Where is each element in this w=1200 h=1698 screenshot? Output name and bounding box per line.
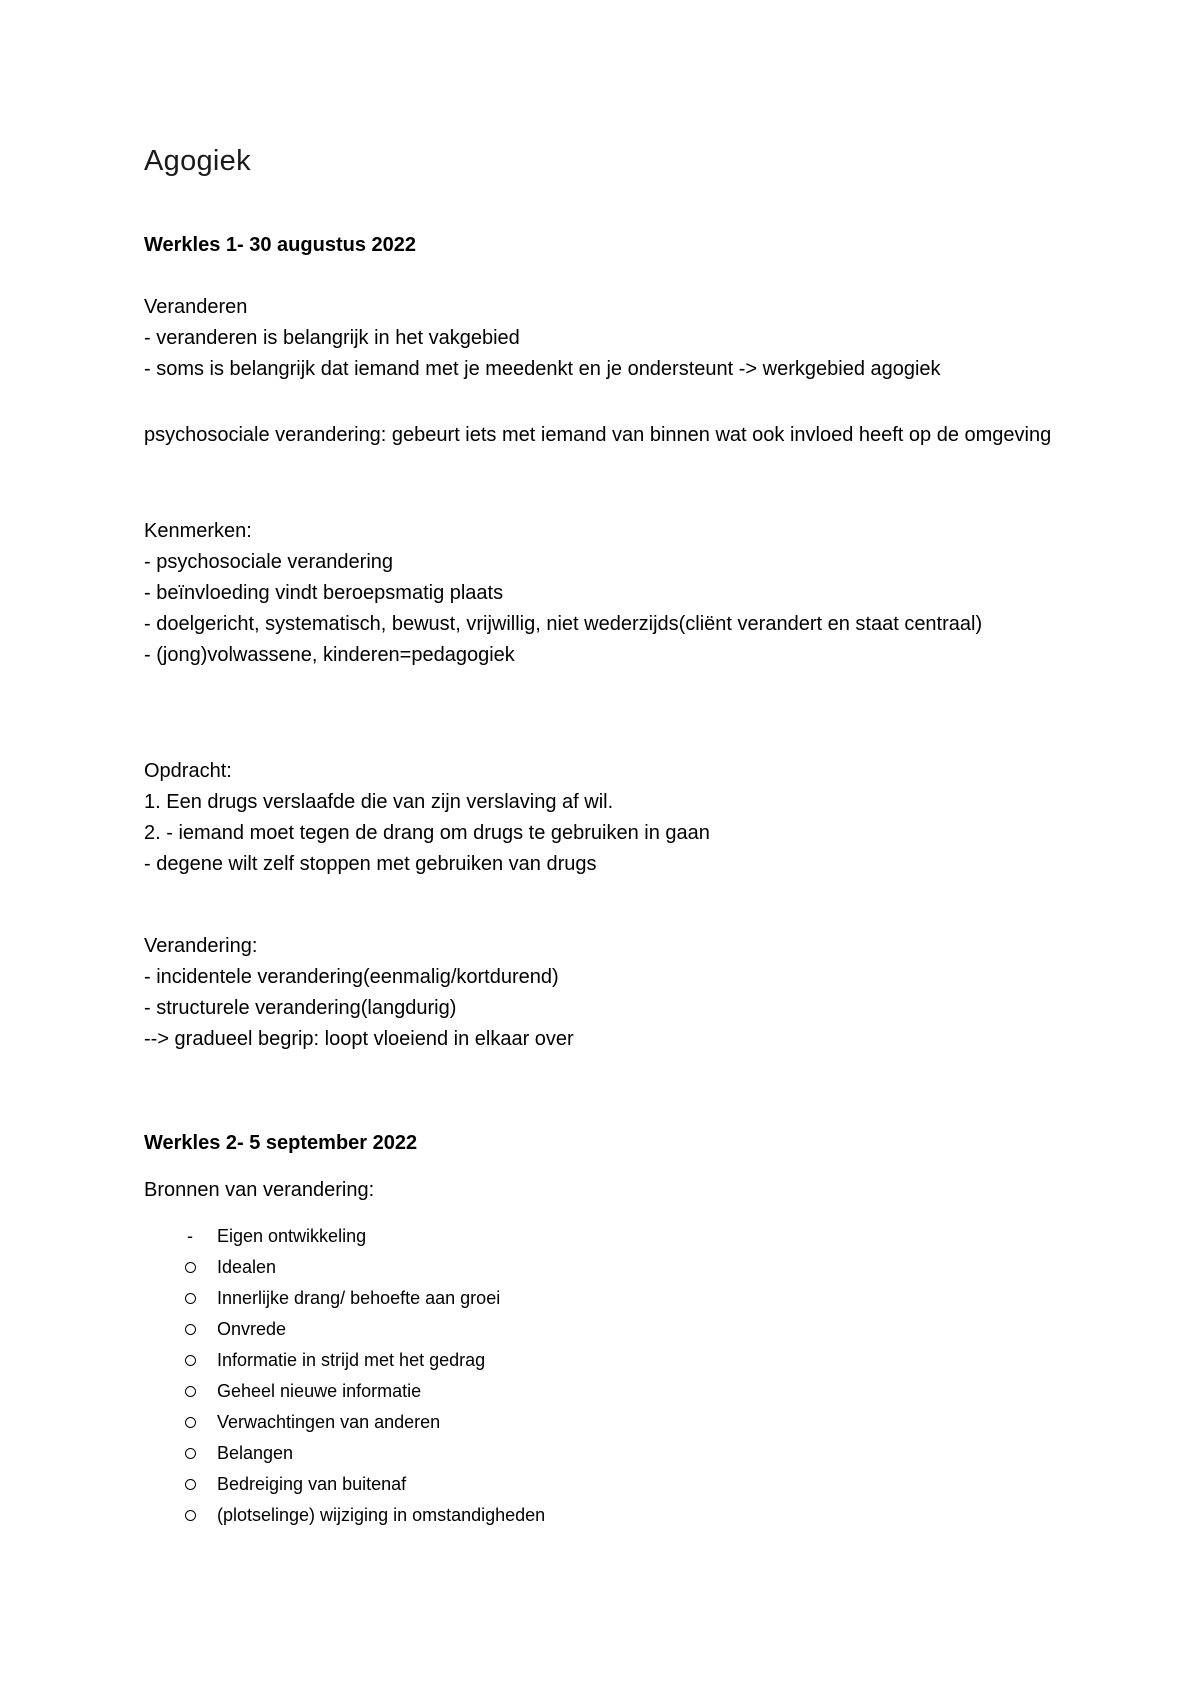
verandering-title: Verandering: [144,935,258,957]
list-item [180,1469,1000,1500]
list-item [180,1252,1000,1283]
dash-bullet: - [187,1226,193,1246]
list-item-text: Belangen [217,1443,294,1463]
veranderen-line-1: - veranderen is belangrijk in het vakgebied [144,327,520,349]
kenmerken-line-4: - (jong)volwassene, kinderen=pedagogiek [144,644,515,666]
opdracht-line-2: 2. - iemand moet tegen de drang om drugs te gebruiken in gaan [144,822,710,844]
opdracht-section [144,756,1084,880]
list-item [180,1376,1000,1407]
opdracht-line-3: - degene wilt zelf stoppen met gebruiken van drugs [144,853,597,875]
list-item-text: Informatie in strijd met het gedrag [217,1350,486,1370]
kenmerken-line-3: - doelgericht, systematisch, bewust, vrijwillig, niet wederzijds(cliënt verandert en staat centraal) [144,613,983,635]
definition-paragraph [144,420,1084,451]
list-item-text: Geheel nieuwe informatie [217,1381,422,1401]
veranderen-line-2: - soms is belangrijk dat iemand met je meedenkt en je ondersteunt -> werkgebied agogiek [144,358,941,380]
list-item-text: Innerlijke drang/ behoefte aan groei [217,1288,501,1308]
lesson-1-heading: Werkles 1- 30 augustus 2022 [144,234,416,256]
list-item [180,1345,1000,1376]
bronnen-list [180,1221,1000,1531]
opdracht-title: Opdracht: [144,760,232,782]
veranderen-title: Veranderen [144,296,248,318]
list-item-text: (plotselinge) wijziging in omstandigheden [217,1505,546,1525]
list-item-text: Bedreiging van buitenaf [217,1474,407,1494]
list-item [180,1283,1000,1314]
kenmerken-title: Kenmerken: [144,520,252,542]
list-item [180,1500,1000,1531]
bronnen-title: Bronnen van verandering: [144,1179,375,1201]
list-item-text: Onvrede [217,1319,287,1339]
definition-text: psychosociale verandering: gebeurt iets met iemand van binnen wat ook invloed heeft op de omgeving [144,424,1052,446]
opdracht-line-1: 1. Een drugs verslaafde die van zijn verslaving af wil. [144,791,614,813]
kenmerken-section [144,516,1084,671]
document-title: Agogiek [144,145,251,177]
verandering-line-2: - structurele verandering(langdurig) [144,997,457,1019]
list-item [180,1438,1000,1469]
list-item [180,1314,1000,1345]
verandering-line-1: - incidentele verandering(eenmalig/kortdurend) [144,966,559,988]
list-item-text: Idealen [217,1257,277,1277]
list-item [180,1221,1000,1252]
veranderen-section [144,292,1084,385]
list-item-text: Eigen ontwikkeling [217,1226,367,1246]
verandering-line-3: --> gradueel begrip: loopt vloeiend in elkaar over [144,1028,574,1050]
list-item-text: Verwachtingen van anderen [217,1412,441,1432]
verandering-section [144,931,1084,1055]
lesson-2-heading: Werkles 2- 5 september 2022 [144,1132,418,1154]
kenmerken-line-1: - psychosociale verandering [144,551,394,573]
kenmerken-line-2: - beïnvloeding vindt beroepsmatig plaats [144,582,504,604]
list-item [180,1407,1000,1438]
